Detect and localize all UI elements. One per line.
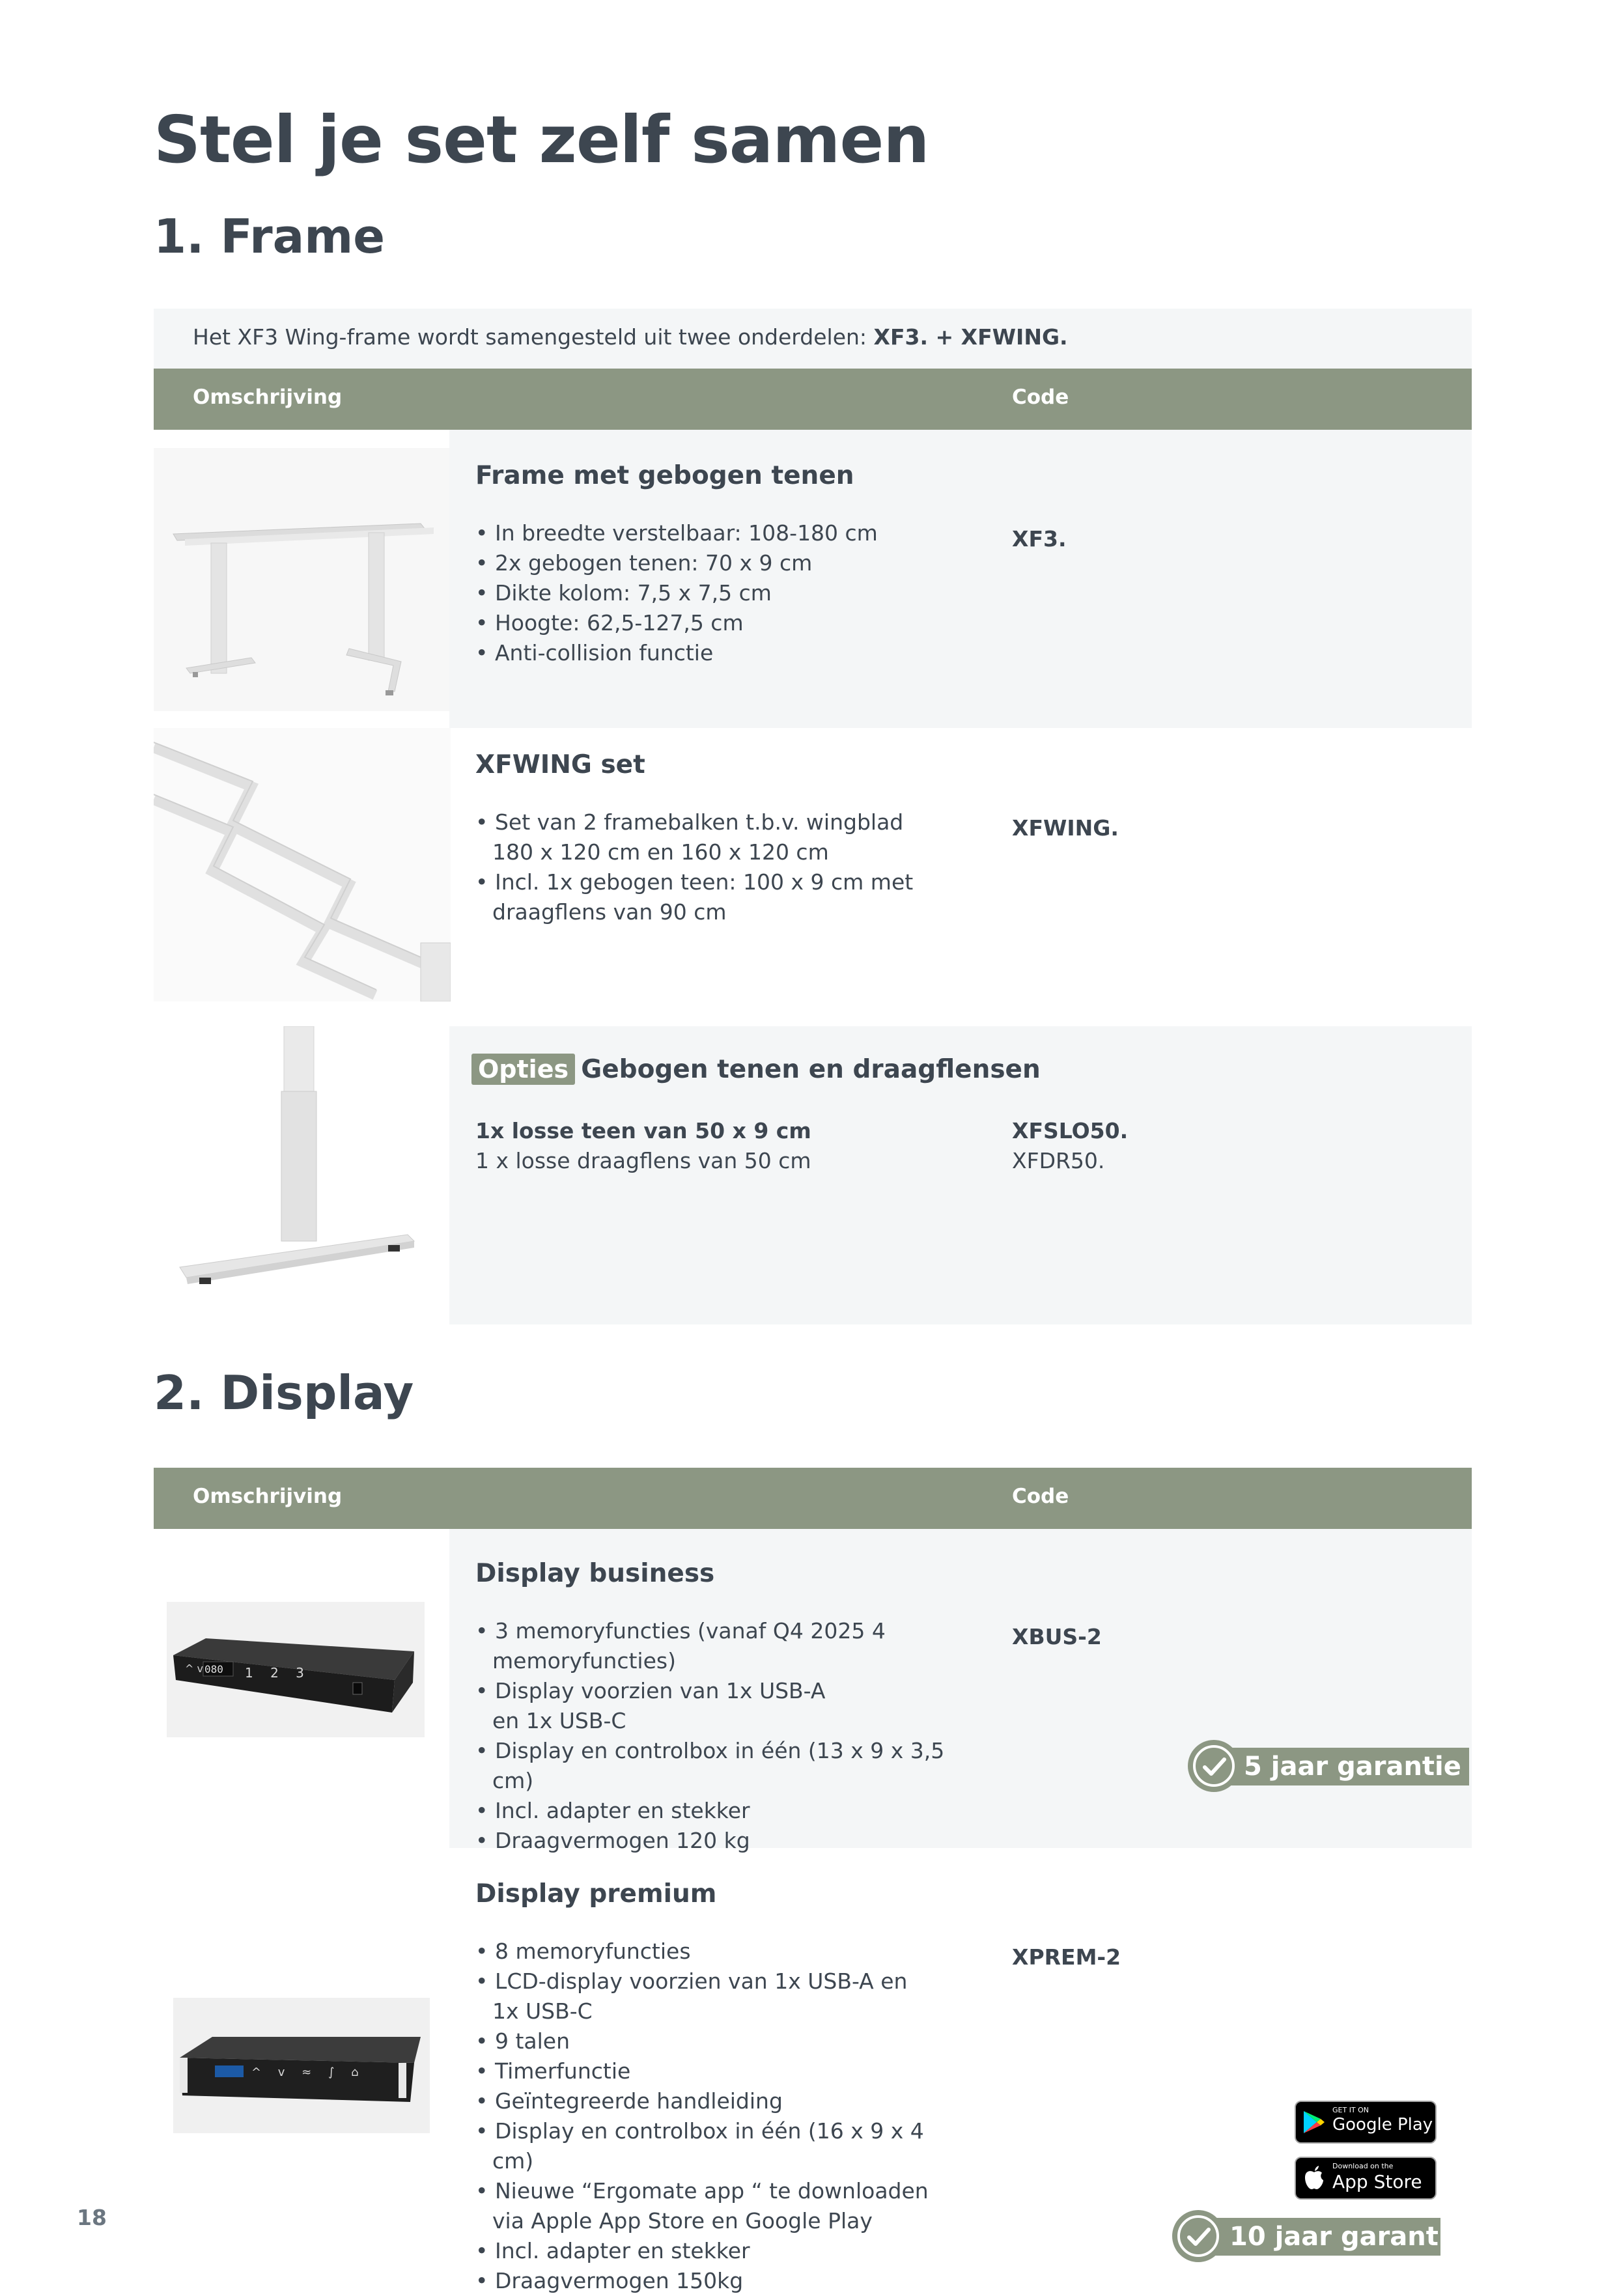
spec-item: • Incl. adapter en stekker (475, 1796, 970, 1826)
spec-item: • Display voorzien van 1x USB-A en 1x USB-C (475, 1676, 831, 1736)
spec-item: • Display en controlbox in één (16 x 9 x 4 cm) (475, 2116, 957, 2176)
option-code-draagflens: XFDR50. (1012, 1148, 1105, 1173)
spec-item: • Draagvermogen 120 kg (475, 1826, 970, 1856)
frame-intro-box (154, 309, 1472, 369)
spec-item: • 2x gebogen tenen: 70 x 9 cm (475, 548, 970, 578)
spec-item: • LCD-display voorzien van 1x USB-A en 1x USB-C (475, 1967, 935, 2026)
warranty-badge-5: 5 jaar garantie (1215, 1748, 1469, 1785)
page-title: Stel je set zelf samen (154, 102, 929, 178)
product-title-xf3: Frame met gebogen tenen (475, 461, 854, 490)
frame-product-image (154, 448, 449, 711)
svg-text:1 2 3: 1 2 3 (245, 1665, 311, 1681)
spec-item: • Incl. 1x gebogen teen: 100 x 9 cm met draagflens van 90 cm (475, 867, 925, 927)
product-title-business: Display business (475, 1559, 715, 1588)
frame-intro-codes: XF3. + XFWING. (873, 324, 1068, 350)
column-header-code: Code (1012, 1485, 1069, 1508)
option-line-draagflens: 1 x losse draagflens van 50 cm (475, 1148, 811, 1173)
spec-item: • Set van 2 framebalken t.b.v. wingblad 180 x 120 cm en 160 x 120 cm (475, 807, 925, 867)
checkmark-seal-icon (1185, 1737, 1243, 1795)
foot-option-image (154, 1026, 449, 1289)
warranty-badge-10: 10 jaar garantie (1201, 2218, 1440, 2256)
apple-icon (1304, 2164, 1325, 2191)
svg-text:080: 080 (204, 1663, 223, 1675)
spec-item: • 9 talen (475, 2026, 957, 2056)
google-play-badge[interactable]: GET IT ON Google Play (1295, 2101, 1437, 2144)
option-line-teen: 1x losse teen van 50 x 9 cm (475, 1118, 811, 1143)
spec-item: • Hoogte: 62,5-127,5 cm (475, 608, 970, 638)
frame-table-header (154, 369, 1472, 430)
spec-item: • Nieuwe “Ergomate app “ te downloaden via Apple App Store en Google Play (475, 2176, 957, 2236)
product-code-premium: XPREM-2 (1012, 1944, 1121, 1970)
options-heading (471, 1055, 1041, 1084)
column-header-description: Omschrijving (193, 1485, 343, 1508)
product-specs-xf3 (475, 518, 970, 668)
spec-item: • Incl. adapter en stekker (475, 2236, 957, 2266)
display-table-header (154, 1468, 1472, 1529)
frame-intro-text: Het XF3 Wing-frame wordt samengesteld uit twee onderdelen: XF3. + XFWING. (193, 324, 1068, 350)
xfwing-product-image (154, 728, 451, 1001)
display-business-image (167, 1602, 425, 1737)
spec-item: • Dikte kolom: 7,5 x 7,5 cm (475, 578, 970, 608)
product-title-xfwing: XFWING set (475, 750, 645, 779)
product-code-xf3: XF3. (1012, 526, 1067, 552)
spec-item: • Geïntegreerde handleiding (475, 2086, 957, 2116)
spec-item: • 8 memoryfuncties (475, 1937, 957, 1967)
display-premium-image (173, 1998, 430, 2133)
product-specs-premium (475, 1937, 957, 2296)
column-header-description: Omschrijving (193, 385, 343, 409)
spec-item: • Timerfunctie (475, 2056, 957, 2086)
product-title-premium: Display premium (475, 1879, 717, 1909)
svg-text:^ v ≈ ∫ ⌂: ^ v ≈ ∫ ⌂ (251, 2065, 365, 2079)
spec-item: • Draagvermogen 150kg (475, 2266, 957, 2296)
spec-item: • 3 memoryfuncties (vanaf Q4 2025 4 memoryfuncties) (475, 1616, 970, 1676)
option-code-teen: XFSLO50. (1012, 1118, 1129, 1143)
product-specs-business (475, 1616, 970, 1856)
section-heading-frame: 1. Frame (154, 209, 386, 264)
options-title: Gebogen tenen en draagflensen (581, 1055, 1041, 1084)
product-specs-xfwing (475, 807, 925, 927)
column-header-code: Code (1012, 385, 1069, 409)
spec-item: • Display en controlbox in één (13 x 9 x 3,5 cm) (475, 1736, 970, 1796)
page-number: 18 (77, 2205, 107, 2230)
spec-item: • In breedte verstelbaar: 108-180 cm (475, 518, 970, 548)
svg-text:^ v: ^ v (185, 1662, 203, 1675)
checkmark-seal-icon (1170, 2207, 1227, 2265)
spec-item: • Anti-collision functie (475, 638, 970, 668)
product-code-business: XBUS-2 (1012, 1624, 1102, 1649)
options-badge: Opties (471, 1054, 575, 1085)
google-play-icon (1302, 2110, 1326, 2135)
app-store-badge[interactable]: Download on the App Store (1295, 2157, 1437, 2200)
section-heading-display: 2. Display (154, 1365, 414, 1420)
product-code-xfwing: XFWING. (1012, 815, 1119, 841)
